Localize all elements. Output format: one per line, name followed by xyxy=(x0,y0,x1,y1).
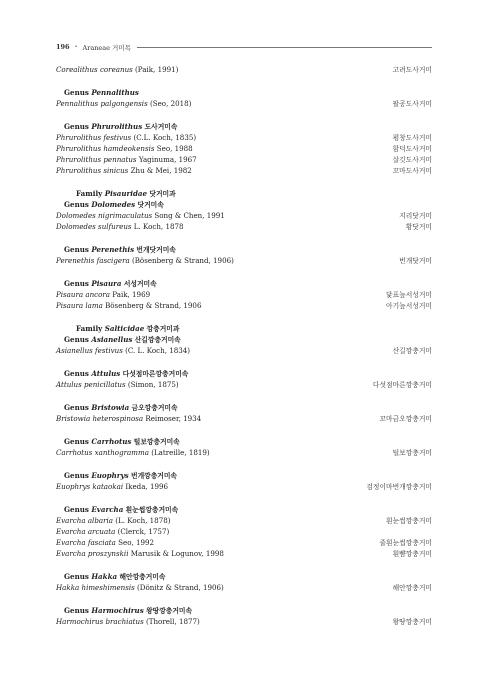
korean-name: 깡충거미과 xyxy=(144,325,180,333)
species-list xyxy=(56,64,432,627)
korean-name: 평창도사거미 xyxy=(392,134,432,142)
species-author: (C.L. Koch, 1835) xyxy=(131,133,197,142)
species-author: (Paik, 1991) xyxy=(132,65,179,74)
korean-name: 살깃도사거미 xyxy=(392,156,432,164)
genus-heading xyxy=(56,571,432,582)
species-name: Evarcha proszynskii xyxy=(56,549,129,558)
korean-name: 금오깡충거미속 xyxy=(129,404,178,412)
species-entry xyxy=(56,210,225,221)
section-gap xyxy=(56,176,432,188)
species-name: Attulus penicillatus xyxy=(56,380,126,389)
header-rule xyxy=(137,47,432,48)
species-author: (Dönitz & Strand, 1906) xyxy=(134,583,224,592)
genus-label: Genus xyxy=(64,369,92,378)
species-entry xyxy=(56,515,171,526)
species-row xyxy=(56,526,432,537)
species-name: Harmochirus brachiatus xyxy=(56,617,144,626)
species-author: Seo, 1992 xyxy=(115,538,155,547)
genus-name: Attulus xyxy=(91,369,121,378)
korean-name: 줄흰눈썹깡충거미 xyxy=(379,539,432,547)
genus-name: Dolomedes xyxy=(91,200,136,209)
genus-heading xyxy=(56,278,432,289)
korean-name: 아기늪서성거미 xyxy=(386,302,432,310)
korean-name: 함덕도사거미 xyxy=(392,145,432,153)
korean-name: 서성거미속 xyxy=(121,280,157,288)
korean-name: 번개깡충거미속 xyxy=(128,472,177,480)
species-entry xyxy=(56,98,191,109)
species-row xyxy=(56,154,432,165)
korean-name: 닻표늪서성거미 xyxy=(386,291,432,299)
korean-name: 도사거미속 xyxy=(142,123,178,131)
species-entry xyxy=(56,300,201,311)
species-row xyxy=(56,165,432,176)
species-row xyxy=(56,300,432,311)
genus-label: Genus xyxy=(64,572,92,581)
species-author: Bösenberg & Strand, 1906 xyxy=(102,301,202,310)
species-entry xyxy=(56,221,184,232)
species-row xyxy=(56,64,432,75)
genus-heading xyxy=(56,605,432,616)
species-entry xyxy=(56,165,192,176)
species-row xyxy=(56,379,432,390)
genus-label: Genus xyxy=(64,606,92,615)
species-author: (Latreille, 1819) xyxy=(148,448,210,457)
genus-label: Genus xyxy=(64,279,92,288)
genus-label: Genus xyxy=(64,471,92,480)
korean-name: 황닷거미 xyxy=(405,223,432,231)
species-name: Dolomedes nigrimaculatus xyxy=(56,211,153,220)
genus-label: Genus xyxy=(64,437,92,446)
genus-label: Genus xyxy=(64,403,92,412)
species-row xyxy=(56,98,432,109)
species-name: Evarcha arcuata xyxy=(56,527,116,536)
genus-name: Asianellus xyxy=(91,335,133,344)
species-author: (Thorell, 1877) xyxy=(143,617,200,626)
species-row xyxy=(56,221,432,232)
species-name: Bristowia heterospinosa xyxy=(56,414,144,423)
genus-label: Genus xyxy=(64,245,92,254)
korean-name: 털보깡충거미속 xyxy=(131,438,180,446)
family-heading xyxy=(56,323,432,334)
species-author: Seo, 1988 xyxy=(154,144,193,153)
species-entry xyxy=(56,413,201,424)
section-gap xyxy=(56,266,432,278)
species-name: Carrhotus xanthogramma xyxy=(56,448,149,457)
genus-heading xyxy=(56,244,432,255)
species-name: Phrurolithus festivus xyxy=(56,133,132,142)
species-row xyxy=(56,132,432,143)
species-name: Perenethis fascigera xyxy=(56,256,130,265)
species-entry xyxy=(56,255,234,266)
section-gap xyxy=(56,356,432,368)
species-row xyxy=(56,481,432,492)
species-author: (Bösenberg & Strand, 1906) xyxy=(129,256,234,265)
species-author: Paik, 1969 xyxy=(110,290,151,299)
korean-name: 산길깡충거미속 xyxy=(132,336,181,344)
korean-name: 꼬마도사거미 xyxy=(392,167,432,175)
genus-name: Carrhotus xyxy=(91,437,132,446)
genus-name: Evarcha xyxy=(91,505,124,514)
korean-name: 번개닷거미 xyxy=(399,257,432,265)
genus-name: Phrurolithus xyxy=(91,122,143,131)
species-author: Marusik & Logunov, 1998 xyxy=(128,549,224,558)
species-entry xyxy=(56,379,179,390)
korean-name: 흰눈썹깡충거미속 xyxy=(123,506,179,514)
genus-heading xyxy=(56,121,432,132)
korean-name: 다섯점마른깡충거미속 xyxy=(120,370,189,378)
species-entry xyxy=(56,345,190,356)
species-name: Phrurolithus pennatus xyxy=(56,155,137,164)
species-entry xyxy=(56,537,154,548)
genus-heading xyxy=(56,334,432,345)
species-author: Ikeda, 1996 xyxy=(123,482,168,491)
section-gap xyxy=(56,109,432,121)
species-name: Euophrys kataokai xyxy=(56,482,124,491)
species-name: Pisaura lama xyxy=(56,301,103,310)
species-name: Phrurolithus hamdeokensis xyxy=(56,144,155,153)
species-entry xyxy=(56,582,224,593)
species-author: (L. Koch, 1878) xyxy=(113,516,171,525)
family-label: Family xyxy=(76,324,105,333)
species-name: Dolomedes sulfureus xyxy=(56,222,132,231)
family-name: Pisauridae xyxy=(104,189,148,198)
species-author: (Clerck, 1757) xyxy=(115,527,170,536)
genus-heading xyxy=(56,436,432,447)
section-gap xyxy=(56,232,432,244)
korean-name: 왕땅깡충거미속 xyxy=(143,607,193,615)
species-entry xyxy=(56,481,168,492)
section-title: Araneae 거미목 xyxy=(82,43,131,52)
species-author: Zhu & Mei, 1982 xyxy=(128,166,192,175)
genus-name: Pennalithus xyxy=(91,88,139,97)
family-name: Salticidae xyxy=(104,324,145,333)
species-author: Reimoser, 1934 xyxy=(143,414,202,423)
section-gap xyxy=(56,311,432,323)
genus-heading xyxy=(56,504,432,515)
species-author: Yaginuma, 1967 xyxy=(136,155,197,164)
species-name: Pisaura ancora xyxy=(56,290,111,299)
species-row xyxy=(56,255,432,266)
species-row xyxy=(56,345,432,356)
genus-heading xyxy=(56,87,432,98)
species-name: Pennalithus palgongensis xyxy=(56,99,148,108)
genus-name: Harmochirus xyxy=(91,606,144,615)
genus-name: Pisaura xyxy=(91,279,122,288)
korean-name: 다섯점마른깡충거미 xyxy=(372,381,432,389)
korean-name: 검정이마번개깡충거미 xyxy=(366,483,432,491)
species-name: Asianellus festivus xyxy=(56,346,123,355)
korean-name: 해안깡충거미속 xyxy=(117,573,166,581)
genus-heading xyxy=(56,470,432,481)
species-author: Song & Chen, 1991 xyxy=(152,211,225,220)
genus-label: Genus xyxy=(64,505,92,514)
species-row xyxy=(56,289,432,300)
genus-heading xyxy=(56,199,432,210)
section-gap xyxy=(56,458,432,470)
section-gap xyxy=(56,424,432,436)
korean-name: 지리닷거미 xyxy=(399,212,432,220)
section-gap xyxy=(56,492,432,504)
species-entry xyxy=(56,132,196,143)
section-gap xyxy=(56,559,432,571)
section-gap xyxy=(56,593,432,605)
species-author: (Simon, 1875) xyxy=(125,380,179,389)
korean-name: 왕땅깡충거미 xyxy=(392,618,432,626)
korean-name: 닷거미속 xyxy=(135,201,164,209)
korean-name: 꼬마금오깡충거미 xyxy=(379,415,432,423)
genus-heading xyxy=(56,402,432,413)
species-row xyxy=(56,143,432,154)
genus-name: Euophrys xyxy=(91,471,129,480)
species-row xyxy=(56,537,432,548)
genus-label: Genus xyxy=(64,122,92,131)
species-entry xyxy=(56,289,150,300)
korean-name: 해안깡충거미 xyxy=(392,584,432,592)
page-number: 196 xyxy=(56,43,70,51)
korean-name: 닷거미과 xyxy=(147,190,176,198)
genus-heading xyxy=(56,368,432,379)
species-entry xyxy=(56,143,193,154)
species-entry xyxy=(56,154,197,165)
korean-name: 번개닷거미속 xyxy=(134,246,176,254)
family-heading xyxy=(56,188,432,199)
section-gap xyxy=(56,390,432,402)
genus-label: Genus xyxy=(64,335,92,344)
genus-name: Bristowia xyxy=(91,403,130,412)
korean-name: 산길깡충거미 xyxy=(392,347,432,355)
species-entry xyxy=(56,526,169,537)
korean-name: 털보깡충거미 xyxy=(392,449,432,457)
species-author: (Seo, 2018) xyxy=(147,99,192,108)
genus-name: Hakka xyxy=(91,572,118,581)
species-row xyxy=(56,582,432,593)
korean-name: 흰뺨깡충거미 xyxy=(392,550,432,558)
species-entry xyxy=(56,64,178,75)
species-row xyxy=(56,210,432,221)
species-entry xyxy=(56,616,200,627)
family-label: Family xyxy=(76,189,105,198)
species-name: Corealithus coreanus xyxy=(56,65,133,74)
korean-name: 팔공도사거미 xyxy=(392,100,432,108)
species-row xyxy=(56,447,432,458)
korean-name: 고려도사거미 xyxy=(392,66,432,74)
species-row xyxy=(56,413,432,424)
species-entry xyxy=(56,447,210,458)
species-name: Evarcha fasciata xyxy=(56,538,116,547)
running-header xyxy=(56,41,432,53)
species-row xyxy=(56,548,432,559)
species-name: Hakka himeshimensis xyxy=(56,583,135,592)
header-bullet: • xyxy=(74,44,78,50)
korean-name: 흰눈썹깡충거미 xyxy=(386,517,432,525)
genus-label: Genus xyxy=(64,200,92,209)
species-name: Evarcha albaria xyxy=(56,516,113,525)
species-author: L. Koch, 1878 xyxy=(131,222,184,231)
section-gap xyxy=(56,75,432,87)
species-author: (C. L. Koch, 1834) xyxy=(122,346,191,355)
species-row xyxy=(56,616,432,627)
species-name: Phrurolithus sinicus xyxy=(56,166,129,175)
species-row xyxy=(56,515,432,526)
genus-label: Genus xyxy=(64,88,92,97)
species-entry xyxy=(56,548,224,559)
genus-name: Perenethis xyxy=(91,245,135,254)
